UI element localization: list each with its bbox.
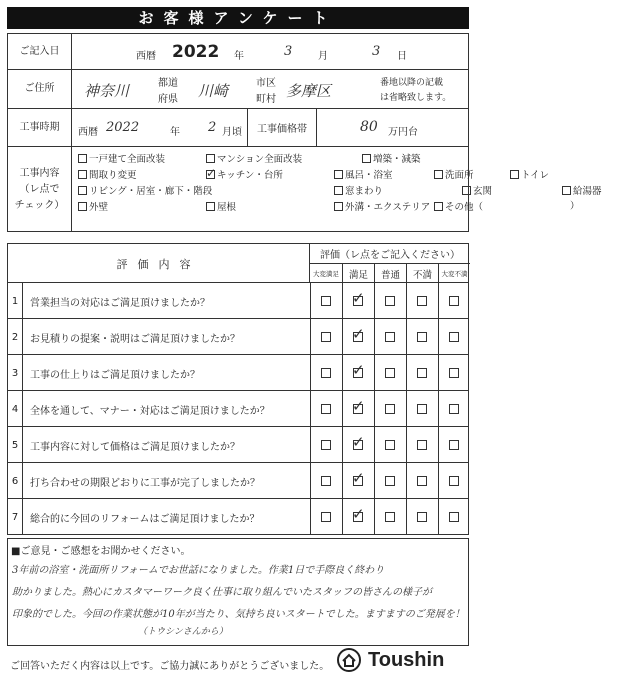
option-item[interactable] <box>462 182 562 198</box>
option-item[interactable] <box>78 166 206 182</box>
city-unit-2: 町村 <box>256 94 276 105</box>
option-checkbox[interactable] <box>334 170 343 179</box>
survey-title: お客様アンケート <box>7 7 469 29</box>
address-row <box>8 70 468 109</box>
rating-header: 評価（レ点をご記入ください） <box>310 244 470 264</box>
rating-checkbox[interactable] <box>321 368 331 378</box>
rating-column-divider <box>310 319 311 354</box>
option-item[interactable] <box>362 150 462 166</box>
option-item[interactable] <box>334 182 462 198</box>
option-row <box>78 182 638 198</box>
question-text: 総合的に今回のリフォームはご満足頂けましたか？ <box>30 513 260 525</box>
comment-line-1: 3年前の浴室・洗面所リフォームでお世話になりました。作業1日で手際良く終わり <box>12 565 385 576</box>
period-year-unit: 年 <box>170 127 180 138</box>
rating-checkbox[interactable] <box>353 296 363 306</box>
address-prefecture: 神奈川 <box>84 82 130 100</box>
pref-unit-2: 府県 <box>158 94 178 105</box>
rating-checkbox[interactable] <box>353 476 363 486</box>
option-item[interactable] <box>334 166 434 182</box>
rating-checkbox[interactable] <box>417 512 427 522</box>
date-day-unit: 日 <box>397 51 407 62</box>
comment-signature: （トウシンさんから） <box>138 627 228 637</box>
rating-checkbox[interactable] <box>321 332 331 342</box>
comments-label: ■ご意見・ご感想をお聞かせください。 <box>11 546 191 557</box>
rating-checkbox[interactable] <box>449 512 459 522</box>
rating-column-divider <box>342 319 343 354</box>
option-checkbox[interactable] <box>510 170 519 179</box>
question-text: 工事の仕上りはご満足頂けましたか？ <box>30 369 200 381</box>
rating-checkbox[interactable] <box>321 440 331 450</box>
rating-column-divider <box>374 355 375 390</box>
period-label: 工事時期 <box>8 109 72 146</box>
question-number: 4 <box>11 403 19 415</box>
rating-checkbox[interactable] <box>449 368 459 378</box>
rating-column-divider <box>438 427 439 462</box>
rating-column-divider <box>310 463 311 498</box>
rating-checkbox[interactable] <box>385 296 395 306</box>
rating-checkbox[interactable] <box>417 404 427 414</box>
option-label: トイレ <box>521 170 550 181</box>
footer-thanks: ご回答いただく内容は以上です。ご協力誠にありがとうございました。 <box>10 661 330 672</box>
question-row <box>8 499 468 535</box>
option-item[interactable] <box>434 166 510 182</box>
option-item[interactable] <box>78 182 334 198</box>
rating-column-divider <box>342 283 343 318</box>
rating-checkbox[interactable] <box>353 404 363 414</box>
date-month: 3 <box>284 44 293 59</box>
option-label: 屋根 <box>217 202 237 213</box>
option-checkbox[interactable] <box>334 202 343 211</box>
rating-column-divider <box>342 355 343 390</box>
rating-checkbox[interactable] <box>353 332 363 342</box>
rating-checkbox[interactable] <box>321 296 331 306</box>
option-label: マンション全面改装 <box>217 154 303 165</box>
rating-checkbox[interactable] <box>449 296 459 306</box>
date-label: ご記入日 <box>8 34 72 69</box>
comment-line-2: 助かりました。熱心にカスタマーワーク良く仕事に取り組んでいたスタッフの皆さんの様子が <box>12 587 432 598</box>
house-logo-icon <box>336 647 362 673</box>
rating-checkbox[interactable] <box>417 368 427 378</box>
period-row <box>8 109 468 147</box>
rating-column-divider <box>342 391 343 426</box>
option-item[interactable] <box>206 150 362 166</box>
rating-checkbox[interactable] <box>321 404 331 414</box>
pref-unit-1: 都道 <box>158 78 178 89</box>
rating-column-divider <box>310 391 311 426</box>
rating-column-divider <box>438 463 439 498</box>
rating-checkbox[interactable] <box>449 440 459 450</box>
rating-column-divider <box>310 499 311 535</box>
question-number: 6 <box>11 475 19 487</box>
option-label: 外壁 <box>89 202 109 213</box>
date-day: 3 <box>372 44 381 59</box>
option-checkbox[interactable] <box>78 154 87 163</box>
rating-checkbox[interactable] <box>385 332 395 342</box>
rating-column-divider <box>438 499 439 535</box>
option-label: キッチン・台所 <box>217 170 283 181</box>
period-month-unit: 月頃 <box>222 127 242 138</box>
address-note-2: は省略致します。 <box>380 93 452 103</box>
option-label: リビング・居室・廊下・階段 <box>89 186 213 197</box>
brand-logo <box>336 647 444 673</box>
address-label: ご住所 <box>8 70 72 108</box>
content-label <box>8 147 72 232</box>
rating-column-divider <box>342 463 343 498</box>
question-number: 3 <box>11 367 19 379</box>
rating-checkbox[interactable] <box>353 512 363 522</box>
evaluation-header <box>8 244 468 283</box>
option-label: 洗面所 <box>445 170 474 181</box>
question-row <box>8 355 468 391</box>
rating-checkbox[interactable] <box>385 476 395 486</box>
rating-column-divider <box>406 463 407 498</box>
rating-checkbox[interactable] <box>385 440 395 450</box>
question-number: 7 <box>11 511 19 523</box>
address-note-1: 番地以降の記載 <box>380 78 444 88</box>
option-label: 風呂・浴室 <box>345 170 393 181</box>
question-number: 5 <box>11 439 19 451</box>
rating-column-divider <box>406 355 407 390</box>
rating-column-divider <box>438 319 439 354</box>
option-label: 増築・減築 <box>373 154 421 165</box>
rating-checkbox[interactable] <box>449 404 459 414</box>
rating-checkbox[interactable] <box>385 512 395 522</box>
rating-checkbox[interactable] <box>449 332 459 342</box>
content-label-1: 工事内容 <box>19 167 60 179</box>
question-text: 打ち合わせの期限どおりに工事が完了しましたか？ <box>30 477 260 489</box>
option-label: その他（ <box>445 202 484 213</box>
option-label: 間取り変更 <box>89 170 137 181</box>
rating-checkbox[interactable] <box>385 368 395 378</box>
rating-checkbox[interactable] <box>353 368 363 378</box>
question-row <box>8 319 468 355</box>
option-other-close: ） <box>570 201 580 212</box>
option-item[interactable] <box>562 182 638 198</box>
rating-column-divider <box>406 499 407 535</box>
option-checkbox[interactable] <box>206 170 215 179</box>
address-city: 川崎 <box>198 82 229 100</box>
option-checkbox[interactable] <box>462 186 471 195</box>
rating-column-divider <box>374 283 375 318</box>
content-header: 評価内容 <box>8 244 310 283</box>
option-row <box>78 198 638 214</box>
option-item[interactable] <box>434 198 510 214</box>
address-town: 多摩区 <box>286 82 332 100</box>
option-checkbox[interactable] <box>334 186 343 195</box>
rating-checkbox[interactable] <box>449 476 459 486</box>
rating-column-divider <box>406 319 407 354</box>
rating-column-divider <box>374 391 375 426</box>
content-row <box>8 147 602 232</box>
question-number: 1 <box>11 295 19 307</box>
option-label: 玄関 <box>473 186 493 197</box>
period-month: 2 <box>208 120 217 135</box>
question-number: 2 <box>11 331 19 343</box>
rating-checkbox[interactable] <box>385 404 395 414</box>
price-value: 80 <box>360 119 378 135</box>
option-label: 窓まわり <box>345 186 384 197</box>
rating-checkbox[interactable] <box>417 296 427 306</box>
construction-options <box>78 150 638 214</box>
rating-column-divider <box>342 499 343 535</box>
question-row <box>8 391 468 427</box>
question-row <box>8 283 468 319</box>
option-checkbox[interactable] <box>78 186 87 195</box>
rating-checkbox[interactable] <box>417 440 427 450</box>
question-text: 全体を通して、マナー・対応はご満足頂けましたか？ <box>30 405 270 417</box>
comments-section <box>7 538 469 646</box>
option-item[interactable] <box>206 198 334 214</box>
rating-column-divider <box>438 355 439 390</box>
option-item[interactable] <box>78 198 206 214</box>
rating-column-divider <box>406 283 407 318</box>
rating-column-divider <box>310 355 311 390</box>
rating-column-divider <box>374 427 375 462</box>
option-checkbox[interactable] <box>78 202 87 211</box>
option-row <box>78 150 638 166</box>
date-era: 西暦 <box>136 51 156 62</box>
rating-label: 普通 <box>374 264 406 283</box>
rating-column-divider <box>406 427 407 462</box>
rating-checkbox[interactable] <box>353 440 363 450</box>
rating-label: 大変満足 <box>313 270 339 278</box>
rating-checkbox[interactable] <box>321 476 331 486</box>
option-label: 一戸建て全面改装 <box>89 154 166 165</box>
option-checkbox[interactable] <box>434 170 443 179</box>
content-label-3: チェック） <box>14 199 65 211</box>
rating-column-divider <box>310 427 311 462</box>
price-label: 工事価格帯 <box>247 109 317 146</box>
rating-column-divider <box>438 283 439 318</box>
option-label: 外溝・エクステリア <box>345 202 431 213</box>
rating-column-divider <box>374 319 375 354</box>
option-checkbox[interactable] <box>78 170 87 179</box>
rating-label: 不満 <box>406 264 438 283</box>
option-item[interactable] <box>510 166 560 182</box>
option-item[interactable] <box>334 198 434 214</box>
rating-label: 満足 <box>342 264 374 283</box>
option-checkbox[interactable] <box>562 186 571 195</box>
question-row <box>8 427 468 463</box>
option-label: 給湯器 <box>573 186 602 197</box>
rating-column-divider <box>342 427 343 462</box>
city-unit-1: 市区 <box>256 78 276 89</box>
rating-column-divider <box>438 391 439 426</box>
option-row <box>78 166 638 182</box>
customer-info-section <box>7 33 602 232</box>
option-checkbox[interactable] <box>434 202 443 211</box>
question-text: 工事内容に対して価格はご満足頂けましたか？ <box>30 441 240 453</box>
content-label-2: （レ点で <box>19 183 60 195</box>
price-unit: 万円台 <box>388 127 418 138</box>
rating-column-divider <box>374 463 375 498</box>
evaluation-table <box>7 243 469 535</box>
rating-column-divider <box>406 391 407 426</box>
question-row <box>8 463 468 499</box>
date-year: 2022 <box>172 42 220 62</box>
rating-checkbox[interactable] <box>417 476 427 486</box>
rating-checkbox[interactable] <box>321 512 331 522</box>
date-year-unit: 年 <box>234 51 244 62</box>
period-era: 西暦 <box>78 127 98 138</box>
rating-column-divider <box>310 283 311 318</box>
rating-label: 大変不満 <box>438 264 470 283</box>
date-month-unit: 月 <box>318 51 328 62</box>
option-checkbox[interactable] <box>206 202 215 211</box>
comment-line-3: 印象的でした。今回の作業状態が10年が当たり、気持ち良いスタートでした。ますますのご発展を！ <box>12 609 465 620</box>
question-text: 営業担当の対応はご満足頂けましたか？ <box>30 297 210 309</box>
brand-name: Toushin <box>368 648 445 671</box>
rating-checkbox[interactable] <box>417 332 427 342</box>
option-checkbox[interactable] <box>362 154 371 163</box>
period-year: 2022 <box>106 120 140 135</box>
date-row <box>8 34 468 70</box>
option-item[interactable] <box>206 166 334 182</box>
option-checkbox[interactable] <box>206 154 215 163</box>
option-item[interactable] <box>78 150 206 166</box>
question-text: お見積りの提案・説明はご満足頂けましたか？ <box>30 333 240 345</box>
rating-column-divider <box>374 499 375 535</box>
